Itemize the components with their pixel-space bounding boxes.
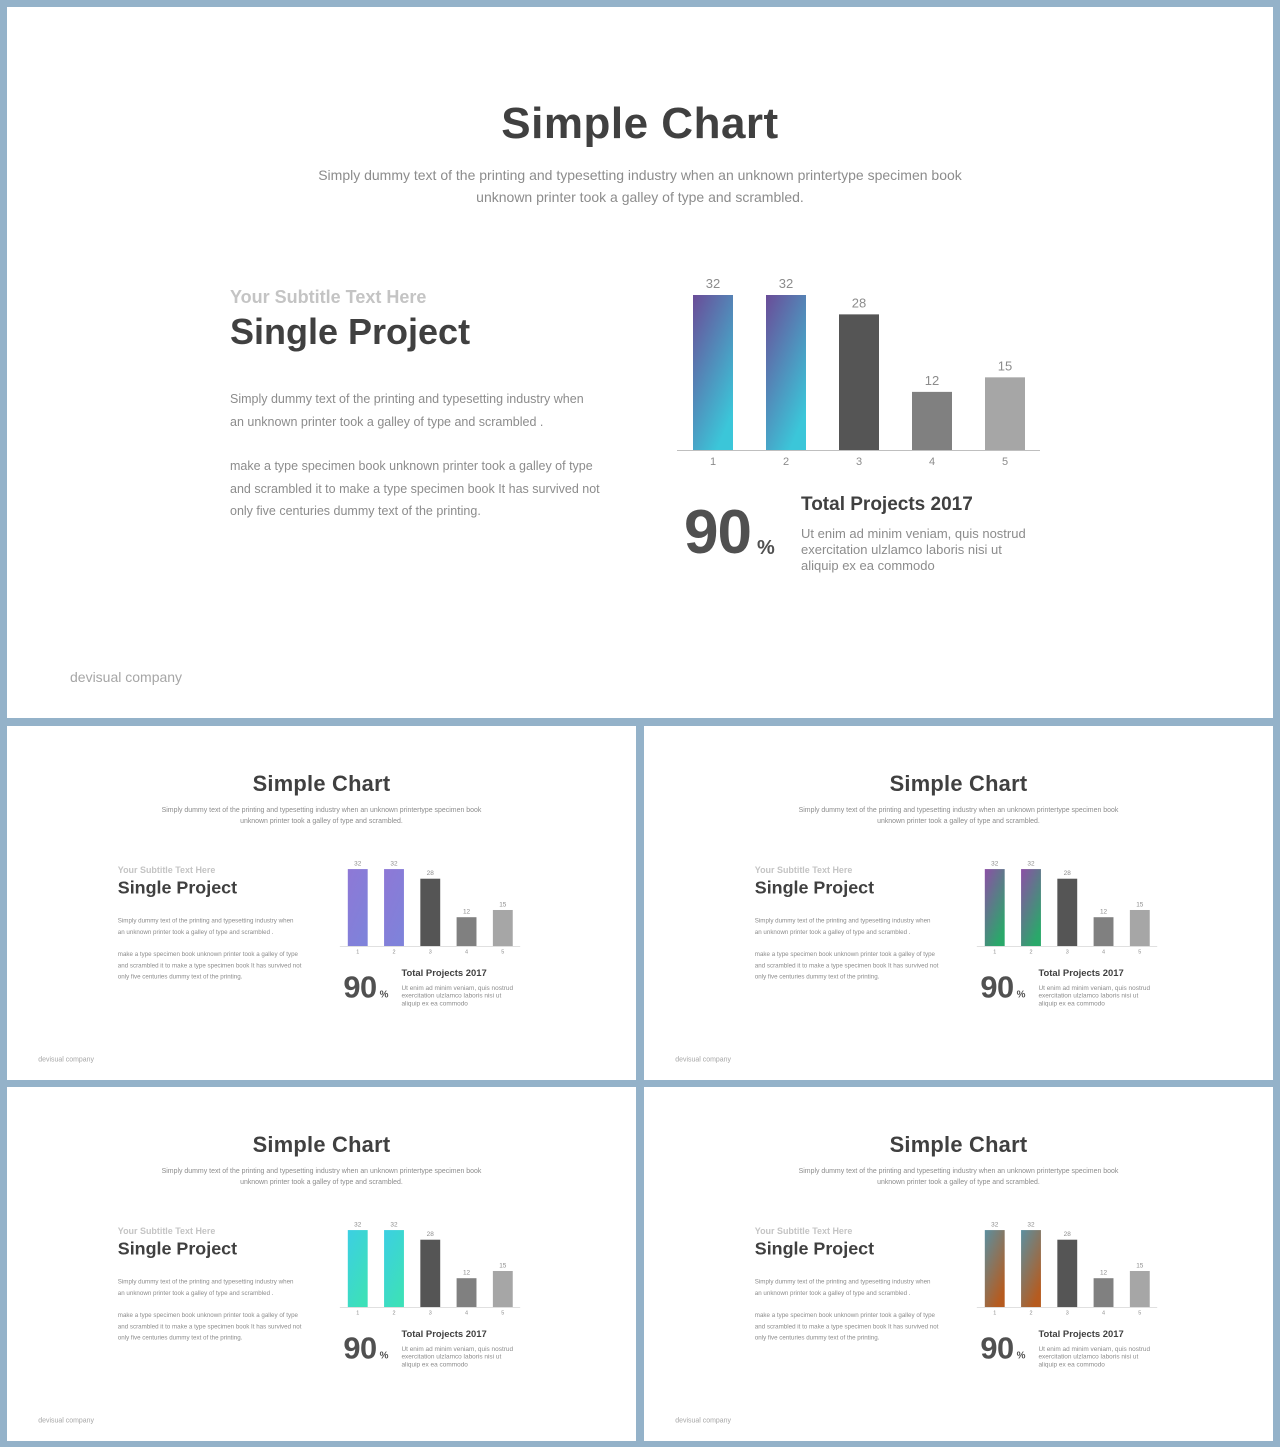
bar-value-label: 32	[991, 860, 999, 868]
x-tick-label: 3	[1065, 949, 1069, 956]
bar-1	[985, 869, 1005, 946]
bar-value-label: 28	[1063, 870, 1071, 878]
bar-chart-svg	[330, 853, 524, 960]
project-title: Single Project	[117, 1238, 238, 1259]
total-projects-title: Total Projects 2017	[401, 967, 487, 979]
slide-description	[793, 1165, 1124, 1187]
description-line: unknown printer took a galley of type and scrambled.	[240, 1177, 403, 1186]
bar-chart-svg	[657, 262, 1047, 477]
total-projects-title: Total Projects 2017	[801, 494, 973, 515]
project-subtitle: Your Subtitle Text Here	[117, 1226, 216, 1237]
company-footer: devisual company	[70, 669, 183, 685]
bar-chart-svg	[967, 853, 1161, 960]
x-tick-label: 1	[356, 1310, 360, 1317]
slide-content	[7, 726, 636, 1079]
description-line: Simply dummy text of the printing and typesetting industry when an unknown printertype specimen book	[161, 805, 482, 814]
x-tick-label: 5	[1138, 949, 1142, 956]
percent-value: 90	[343, 1330, 377, 1366]
bar-value-label: 28	[426, 870, 434, 878]
bar-value-label: 12	[1099, 908, 1108, 916]
bar-5	[1130, 1271, 1150, 1307]
project-subtitle: Your Subtitle Text Here	[754, 865, 853, 876]
bar-value-label: 32	[705, 276, 721, 291]
project-body-text: Simply dummy text of the printing and typesetting industry when an unknown printer took a galley of type and scrambled .	[754, 917, 931, 936]
bar-value-label: 32	[991, 1221, 999, 1229]
description-line: unknown printer took a galley of type and scrambled.	[476, 189, 804, 205]
x-tick-label: 3	[428, 1310, 432, 1317]
bar-5	[1130, 910, 1150, 946]
bar-3	[420, 879, 440, 946]
bar-3	[839, 314, 879, 450]
bar-value-label: 28	[851, 295, 867, 311]
bar-4	[912, 392, 952, 450]
percent-sign: %	[379, 1350, 389, 1362]
bar-value-label: 32	[1027, 1221, 1035, 1229]
total-projects-text: Ut enim ad minim veniam, quis nostrud exercitation ulzlamco laboris nisi ut aliquip ex ea commodo	[1038, 983, 1151, 1008]
slide-content	[7, 7, 1273, 718]
percent-value: 90	[980, 969, 1014, 1005]
description-line: unknown printer took a galley of type and scrambled.	[877, 816, 1040, 825]
project-body-text: Simply dummy text of the printing and typesetting industry when an unknown printer took a galley of type and scrambled .	[230, 392, 584, 429]
x-tick-label: 1	[993, 949, 997, 956]
percent-sign: %	[379, 989, 389, 1001]
total-projects-text: Ut enim ad minim veniam, quis nostrud exercitation ulzlamco laboris nisi ut aliquip ex ea commodo	[801, 526, 1026, 573]
description-line: Simply dummy text of the printing and typesetting industry when an unknown printertype specimen book	[798, 805, 1119, 814]
bar-2	[1021, 869, 1041, 946]
company-footer: devisual company	[38, 1054, 94, 1063]
x-tick-label: 1	[356, 949, 360, 956]
bar-value-label: 15	[499, 901, 507, 909]
bar-chart	[657, 262, 1047, 477]
x-tick-label: 4	[465, 949, 469, 956]
bar-value-label: 32	[390, 860, 398, 868]
bar-1	[985, 1230, 1005, 1307]
total-projects-text: Ut enim ad minim veniam, quis nostrud exercitation ulzlamco laboris nisi ut aliquip ex ea commodo	[1038, 1344, 1151, 1369]
project-subtitle: Your Subtitle Text Here	[754, 1226, 853, 1237]
x-tick-label: 2	[1029, 949, 1033, 956]
description-line: Simply dummy text of the printing and typesetting industry when an unknown printertype specimen book	[318, 167, 962, 183]
project-title: Single Project	[754, 877, 875, 898]
percent-value: 90	[684, 498, 751, 567]
bar-5	[493, 910, 513, 946]
description-line: Simply dummy text of the printing and typesetting industry when an unknown printertype specimen book	[161, 1166, 482, 1175]
bar-4	[457, 1278, 477, 1307]
x-tick-label: 5	[1138, 1310, 1142, 1317]
x-tick-label: 5	[501, 949, 505, 956]
bar-1	[693, 295, 733, 450]
bar-chart	[967, 1214, 1161, 1321]
slide-thumb-4[interactable]	[644, 1087, 1273, 1441]
bar-chart-svg	[330, 1214, 524, 1321]
bar-1	[348, 1230, 368, 1307]
total-projects-title: Total Projects 2017	[1038, 1328, 1124, 1340]
slide-content	[7, 1087, 636, 1440]
percent-value: 90	[343, 969, 377, 1005]
bar-value-label: 32	[390, 1221, 398, 1229]
bar-value-label: 15	[1136, 1262, 1144, 1270]
company-footer: devisual company	[38, 1415, 94, 1424]
slide-main[interactable]	[7, 7, 1273, 718]
total-projects-title: Total Projects 2017	[401, 1328, 487, 1340]
project-body-text: Simply dummy text of the printing and typesetting industry when an unknown printer took a galley of type and scrambled .	[117, 1278, 294, 1297]
bar-2	[384, 1230, 404, 1307]
bar-value-label: 15	[997, 358, 1013, 374]
x-tick-label: 2	[1029, 1310, 1033, 1317]
slide-thumb-1[interactable]	[7, 726, 636, 1080]
x-tick-label: 2	[782, 456, 790, 468]
x-tick-label: 3	[428, 949, 432, 956]
project-subtitle: Your Subtitle Text Here	[230, 287, 427, 307]
project-body-text: make a type specimen book unknown printer took a galley of type and scrambled it to make a type specimen book It has survived not only five centuries dummy text of the printing.	[117, 950, 302, 980]
description-line: Simply dummy text of the printing and typesetting industry when an unknown printertype specimen book	[798, 1166, 1119, 1175]
bar-5	[493, 1271, 513, 1307]
slide-title: Simple Chart	[252, 1132, 391, 1158]
bar-value-label: 15	[1136, 901, 1144, 909]
bar-value-label: 12	[462, 1269, 471, 1277]
project-body-text: Simply dummy text of the printing and typesetting industry when an unknown printer took a galley of type and scrambled .	[754, 1278, 931, 1297]
project-body-text: make a type specimen book unknown printer took a galley of type and scrambled it to make a type specimen book It has survived not only five centuries dummy text of the printing.	[117, 1311, 302, 1341]
total-projects-text: Ut enim ad minim veniam, quis nostrud exercitation ulzlamco laboris nisi ut aliquip ex ea commodo	[401, 983, 514, 1008]
project-body-text: make a type specimen book unknown printer took a galley of type and scrambled it to make a type specimen book It has survived not only five centuries dummy text of the printing.	[754, 1311, 939, 1341]
slide-description	[156, 804, 487, 826]
bar-2	[766, 295, 806, 450]
bar-chart	[967, 853, 1161, 960]
bar-2	[384, 869, 404, 946]
bar-3	[1057, 1240, 1077, 1307]
bar-chart-svg	[967, 1214, 1161, 1321]
bar-value-label: 12	[924, 372, 940, 388]
x-tick-label: 5	[501, 1310, 505, 1317]
bar-4	[1094, 1278, 1114, 1307]
bar-1	[348, 869, 368, 946]
x-tick-label: 2	[392, 1310, 396, 1317]
slide-title: Simple Chart	[252, 771, 391, 797]
bar-value-label: 32	[1027, 860, 1035, 868]
x-tick-label: 4	[1102, 1310, 1106, 1317]
slide-thumb-3[interactable]	[7, 1087, 636, 1441]
project-body-text: Simply dummy text of the printing and typesetting industry when an unknown printer took a galley of type and scrambled .	[117, 917, 294, 936]
bar-3	[1057, 879, 1077, 946]
project-title: Single Project	[117, 877, 238, 898]
slide-description	[156, 1165, 487, 1187]
x-tick-label: 2	[392, 949, 396, 956]
bar-value-label: 15	[499, 1262, 507, 1270]
slide-title: Simple Chart	[889, 771, 1028, 797]
x-tick-label: 3	[1065, 1310, 1069, 1317]
x-tick-label: 4	[1102, 949, 1106, 956]
bar-4	[457, 917, 477, 946]
project-title: Single Project	[230, 311, 471, 352]
bar-chart	[330, 853, 524, 960]
bar-3	[420, 1240, 440, 1307]
bar-value-label: 32	[354, 860, 362, 868]
percent-value: 90	[980, 1330, 1014, 1366]
company-footer: devisual company	[675, 1054, 731, 1063]
project-subtitle: Your Subtitle Text Here	[117, 865, 216, 876]
x-tick-label: 4	[928, 456, 936, 468]
slide-title: Simple Chart	[501, 99, 779, 148]
company-footer: devisual company	[675, 1415, 731, 1424]
bar-chart	[330, 1214, 524, 1321]
bar-value-label: 28	[426, 1231, 434, 1239]
x-tick-label: 3	[855, 456, 863, 468]
slide-content	[644, 726, 1273, 1079]
bar-2	[1021, 1230, 1041, 1307]
description-line: unknown printer took a galley of type and scrambled.	[240, 816, 403, 825]
bar-4	[1094, 917, 1114, 946]
total-projects-text: Ut enim ad minim veniam, quis nostrud exercitation ulzlamco laboris nisi ut aliquip ex ea commodo	[401, 1344, 514, 1369]
x-tick-label: 1	[709, 456, 717, 468]
percent-sign: %	[757, 537, 775, 559]
description-line: unknown printer took a galley of type and scrambled.	[877, 1177, 1040, 1186]
slide-description	[793, 804, 1124, 826]
slide-thumb-2[interactable]	[644, 726, 1273, 1080]
percent-sign: %	[1016, 989, 1026, 1001]
total-projects-title: Total Projects 2017	[1038, 967, 1124, 979]
project-body-text: make a type specimen book unknown printer took a galley of type and scrambled it to make a type specimen book It has survived not only five centuries dummy text of the printing.	[230, 459, 600, 518]
project-body-text: make a type specimen book unknown printer took a galley of type and scrambled it to make a type specimen book It has survived not only five centuries dummy text of the printing.	[754, 950, 939, 980]
x-tick-label: 5	[1001, 456, 1009, 468]
slide-content	[644, 1087, 1273, 1440]
bar-value-label: 32	[354, 1221, 362, 1229]
bar-value-label: 12	[462, 908, 471, 916]
bar-value-label: 28	[1063, 1231, 1071, 1239]
slide-description	[307, 164, 973, 208]
bar-5	[985, 377, 1025, 450]
slide-title: Simple Chart	[889, 1132, 1028, 1158]
bar-value-label: 12	[1099, 1269, 1108, 1277]
bar-value-label: 32	[778, 276, 794, 291]
x-tick-label: 4	[465, 1310, 469, 1317]
percent-sign: %	[1016, 1350, 1026, 1362]
project-title: Single Project	[754, 1238, 875, 1259]
x-tick-label: 1	[993, 1310, 997, 1317]
